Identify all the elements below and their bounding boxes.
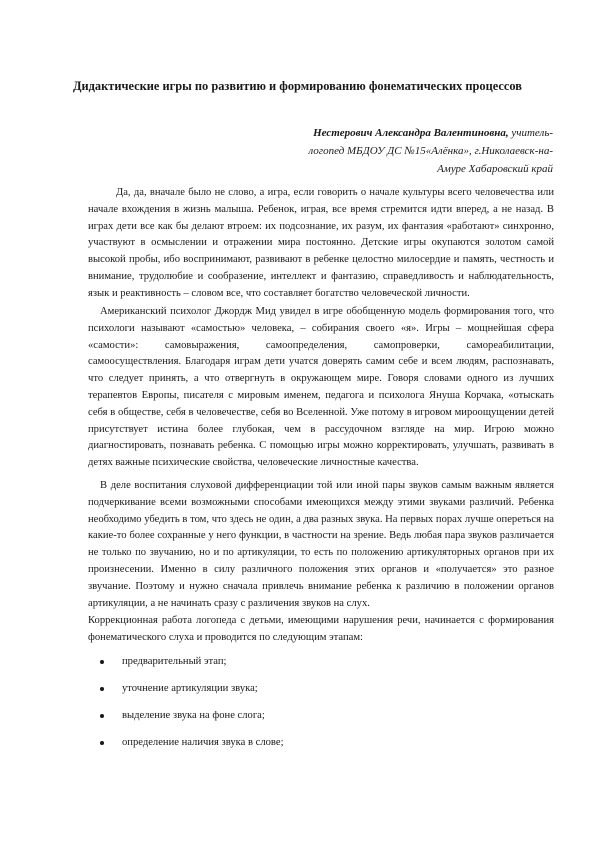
paragraph-intro: Да, да, вначале было не слово, а игра, если говорить о начале культуры всего человечества или начале вхождения в жизнь малыша. Ребенок, играя, все время стремится идти вперед, а не назад. В играх дети все как бы делают втроем: их подсознание, их разум, их фантазия «работают» синхронно, участвуют в осмыслении и отражении мира постоянно. Детские игры окупаются золотом самой высокой пробы, ибо воспринимают, развивают в ребенке целостно милосердие и память, честность и внимание, трудолюбие и сообразение, интеллект и фантазию, справедливость и наблюдательность, язык и реактивность – словом все, что составляет богатство человеческой личности. [88, 187, 554, 299]
bullet-icon [100, 687, 104, 691]
list-item [100, 681, 284, 708]
list-item [100, 735, 284, 762]
author-position-line2: логопед МБДОУ ДС №15«Алёнка», г.Николаевск-на- [308, 145, 553, 157]
list-item-text: предварительный этап; [122, 656, 227, 667]
list-item-text: выделение звука на фоне слога; [122, 710, 265, 721]
bullet-icon [100, 741, 104, 745]
author-position-line3: Амуре Хабаровский край [437, 163, 553, 175]
author-position-line1: учитель- [508, 127, 553, 139]
document-title: Дидактические игры по развитию и формированию фонематических процессов [72, 79, 522, 93]
bullet-icon [100, 714, 104, 718]
list-item-text: уточнение артикуляции звука; [122, 683, 258, 694]
author-name: Нестерович Александра Валентиновна, [313, 127, 509, 139]
bullet-icon [100, 660, 104, 664]
list-item [100, 708, 284, 735]
paragraph-mead: Американский психолог Джордж Мид увидел в игре обобщенную модель формирования того, что психологи называют «самостью» человека, – собирания своего «я». Игры – мощнейшая сфера «самости»: самовыражения, самоопределения, самопроверки, самореабилитации, самоосуществления. Благодаря играм дети учатся доверять самим себе и всем людям, распознавать, что следует принять, а что отвергнуть в окружающем мире. Говоря словами одного из лучших терапевтов Европы, писателя с мировым именем, педагога и психолога Януша Корчака, «отыскать себя в обществе, себя в человечестве, себя во Вселенной. Уже потому в игровом мироощущении детей присутствует истина более глубокая, чем в рассудочном взгляде на мир. Игрою можно диагностировать, познавать ребенка. С помощью игры можно корректировать, улучшать, развивать в детях важные психические свойства, человеческие личностные качества. [88, 306, 554, 469]
stages-list [100, 654, 284, 762]
paragraph-correction-work: Коррекционная работа логопеда с детьми, имеющими нарушения речи, начинается с формирования фонематического слуха и проводится по следующим этапам: [88, 615, 554, 643]
author-block [223, 124, 553, 178]
list-item [100, 654, 284, 681]
paragraph-differentiation: В деле воспитания слуховой дифференциации той или иной пары звуков самым важным является подчеркивание всеми возможными способами имеющихся между этими звуками различий. Ребенка необходимо убедить в том, что здесь не один, а два разных звука. На первых порах лучше опереться на какие-то более сохранные у него функции, в частности на зрение. Ведь любая пара звуков различается не только по звучанию, но и по артикуляции, то есть по положению артикуляторных органов при их произнесении. Именно в силу различного положения этих органов и «получается» это разное звучание. Поэтому и нужно сначала привлечь внимание ребенка к различию в положении органов артикуляции, а не начинать сразу с различения звуков на слух. [88, 480, 554, 609]
list-item-text: определение наличия звука в слове; [122, 737, 284, 748]
